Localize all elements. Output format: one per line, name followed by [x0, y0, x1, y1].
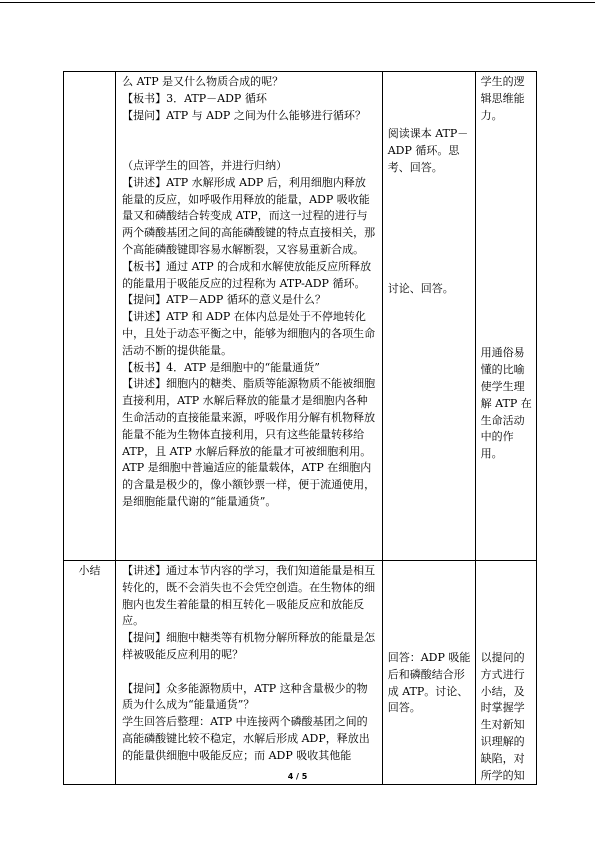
board-note: 【板书】4．ATP 是细胞中的“能量通货”: [122, 360, 320, 374]
paragraph: 么 ATP 是又什么物质合成的呢？: [122, 75, 284, 88]
table-row: [64, 561, 537, 785]
stage-cell: [64, 72, 116, 561]
design-intent-cell: [475, 72, 536, 561]
spacer: [122, 124, 376, 141]
teacher-activity-cell: [116, 561, 383, 785]
table-row: [64, 72, 537, 561]
question: 【提问】ATP－ADP 循环的意义是什么？: [122, 293, 326, 307]
lesson-plan-table: [63, 71, 537, 785]
question: 【提问】ATP 与 ADP 之间为什么能够进行循环？: [122, 108, 366, 122]
board-note: 【板书】3．ATP－ADP 循环: [122, 91, 267, 105]
student-activity-a: 阅读课本 ATP－ADP 循环。思考、回答。: [387, 127, 469, 174]
teacher-activity-cell: [116, 72, 383, 561]
paragraph: 学生回答后整理：ATP 中连接两个磷酸基团之间的高能磷酸键比较不稳定，水解后形成 ADP，释放出的能量供细胞中吸能反应；而 ADP 吸收其他能: [122, 715, 370, 762]
header-rule: [0, 2, 595, 3]
paragraph: （点评学生的回答，并进行归纳）: [122, 158, 288, 172]
design-intent: 以提问的方式进行小结，及时掌握学生对新知识理解的缺陷，对所学的知: [480, 651, 525, 782]
design-intent-b: 用通俗易懂的比喻使学生理解 ATP 在生命活动中的作用。: [480, 346, 532, 461]
stage-label: [64, 72, 115, 74]
student-activity: 回答：ADP 吸能后和磷酸结合形成 ATP。讨论、回答。: [387, 651, 471, 715]
student-activity-cell: [382, 561, 475, 785]
spacer: [122, 664, 376, 681]
page-number: 4 / 5: [287, 772, 308, 781]
design-intent-a: 学生的逻辑思维能力。: [480, 75, 525, 122]
question: 【提问】细胞中糖类等有机物分解所释放的能量是怎样被吸能反应利用的呢？: [122, 631, 376, 661]
spacer: [122, 141, 376, 158]
design-intent-cell: [475, 561, 536, 785]
student-activity-b: 讨论、回答。: [387, 282, 454, 296]
stage-label: 小结: [78, 564, 101, 577]
student-activity-cell: [382, 72, 475, 561]
lecture: 【讲述】细胞内的糖类、脂质等能源物质不能被细胞直接利用，ATP 水解后释放的能量才是细胞内各种生命活动的直接能量来源，呼吸作用分解有机物释放能量不能为生物体直接利用，只有这些能量转移给 ATP，且 ATP 水解后释放的能量才可被细胞利用。ATP 是细胞中普遍适应的能量载体，ATP 在细胞内的含量是极少的，像小额钞票一样，便于流通使用，是细胞能量代谢的“能量通货”。: [122, 377, 376, 508]
lecture: 【讲述】ATP 和 ADP 在体内总是处于不停地转化中，且处于动态平衡之中，能够为细胞内的各项生命活动不断的提供能量。: [122, 310, 376, 357]
question: 【提问】众多能源物质中，ATP 这种含量极少的物质为什么成为“能量通货”？: [122, 681, 368, 712]
board-note: 【板书】通过 ATP 的合成和水解使放能反应所释放的能量用于吸能反应的过程称为 ATP-ADP 循环。: [122, 259, 372, 290]
stage-cell: [64, 561, 116, 785]
lecture: 【讲述】ATP 水解形成 ADP 后，利用细胞内释放能量的反应，如呼吸作用释放的能量，ADP 吸收能量又和磷酸结合转变成 ATP，而这一过程的进行与两个磷酸基团之间的高能磷酸键的特点直接相关，那个高能磷酸键即容易水解断裂，又容易重新合成。: [122, 175, 376, 256]
lecture: 【讲述】通过本节内容的学习，我们知道能量是相互转化的，既不会消失也不会凭空创造。在生物体的细胞内也发生着能量的相互转化－吸能反应和放能反应。: [122, 564, 376, 628]
